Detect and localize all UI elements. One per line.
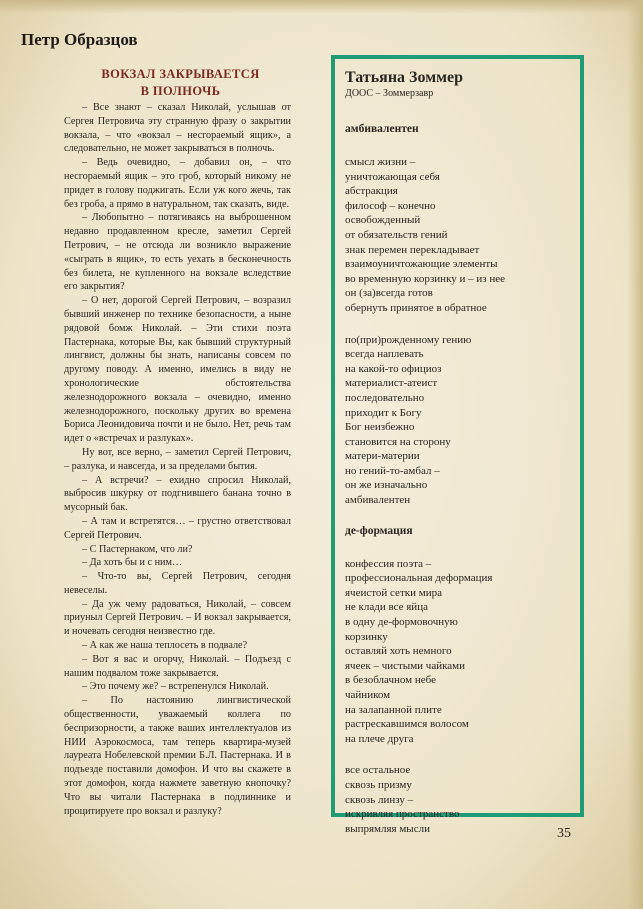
poem-line: искривляя пространство <box>345 808 460 821</box>
poem-line: конфессия поэта – <box>345 557 432 570</box>
poem-line: последовательно <box>345 391 425 404</box>
poem-line: Бог неизбежно <box>345 421 415 434</box>
poem-line: оставляй хоть немного <box>345 645 452 658</box>
author-heading: Петр Образцов <box>21 30 138 49</box>
poem-line: все остальное <box>345 764 411 777</box>
poem-stanza <box>345 557 570 747</box>
poem-line: смысл жизни – <box>345 156 416 168</box>
poem-line: обернуть принятое в обратное <box>345 301 487 314</box>
poem-line: взаимоуничтожающие элементы <box>345 258 498 271</box>
poem-body <box>345 557 570 837</box>
poem-line: на плече друга <box>345 732 414 745</box>
poem-line: он же изначально <box>345 479 428 492</box>
poem-body <box>345 155 570 508</box>
poem-line: не клади все яйца <box>345 601 428 614</box>
poem-line: на какой-то официоз <box>345 362 442 375</box>
poem-line: абстракция <box>345 185 398 198</box>
paragraph: – С Пастернаком, что ли? <box>82 543 193 555</box>
paragraph: – Что-то вы, Сергей Петрович, сегодня невеселы. <box>64 571 291 596</box>
paragraph: – По настоянию лингвистической общественности, уважаемый коллега по беспризорности, а также ваших интеллектуалов из НИИ Аэрокосмоса, там теперь квартира-музей лауреата Нобелевской премии Б.Л. Пастернака. И в подъезде поставили домофон. И что вы скажете в этот домофон, когда нажмете заветную кнопочку? Что вы читали Пастернака в подлиннике и процитируете про вокзал и разлуку? <box>64 695 291 817</box>
poem-line: он (за)всегда готов <box>345 287 433 300</box>
poem-line: на залапанной плите <box>345 703 442 716</box>
poem-line: выпрямляя мысли <box>345 822 430 835</box>
poem-line: уничтожающая себя <box>345 170 440 183</box>
poem-line: но гений-то-амбал – <box>345 464 440 477</box>
poem-line: во временную корзинку и – из нее <box>345 272 506 285</box>
poem-stanza <box>345 155 570 316</box>
poem-title: де-формация <box>345 524 413 537</box>
story-title-line-1: ВОКЗАЛ ЗАКРЫВАЕТСЯ <box>101 67 260 81</box>
paragraph: – А как же наша теплосеть в подвале? <box>82 640 248 652</box>
poem-line: амбивалентен <box>345 494 411 507</box>
paragraph: – Да хоть бы и с ним… <box>82 557 183 569</box>
paragraph: – Любопытно – потягиваясь на выброшенном недавно продавленном кресле, заметил Сергей Петрович, – не отсюда ли возникло выражение «сыграть в ящик», то есть уехать в бесконечность без билета, не купленного на вокзале вследствие его закрытия? <box>64 212 291 293</box>
story-title <box>78 66 283 100</box>
poem-line: становится на сторону <box>345 435 451 448</box>
paragraph: – Все знают – сказал Николай, услышав от Сергея Петровича эту странную фразу о закрытии вокзала, – что «вокзал – несгораемый ящик», а следовательно, не может закрываться в полночь. <box>64 102 291 155</box>
poem-line: освобожденный <box>345 214 421 227</box>
poem-line: всегда наплевать <box>345 348 424 361</box>
poet-name: Татьяна Зоммер <box>345 69 463 86</box>
poem-line: по(при)рожденному гению <box>345 333 472 346</box>
poem-line: матери-материи <box>345 450 420 463</box>
paragraph: – Ведь очевидно, – добавил он, – что несгораемый ящик – это гроб, который никому не придет в голову поджигать. Если уж кого жечь, так без гроба, а прямо в натуральном, так сказать, виде. <box>64 157 291 210</box>
page-number: 35 <box>557 826 571 841</box>
paragraph: – Это почему же? – встрепенулся Николай. <box>82 681 269 693</box>
poem-line: в безоблачном небе <box>345 674 436 687</box>
poem-line: от обязательств гений <box>345 228 448 241</box>
paragraph: – О нет, дорогой Сергей Петрович, – возразил бывший инженер по технике безопасности, а ныне рядовой бомж Николай. – Эти стихи поэта Пастернака, которые Вы, как бывший структурный лингвист, должны бы знать, написаны совсем по другому поводу. А именно, имелись в виду не хронологические обстоятельства железнодорожного вокзала – очевидно, именно железнодорожного, поскольку других во времена Бориса Леонидовича почти и не было. Нет, речь там идет о «встречах и разлуках». <box>64 295 291 445</box>
poem-line: ячеистой сетки мира <box>345 586 442 599</box>
paragraph: – Да уж чему радоваться, Николай, – совсем приуныл Сергей Петрович. – И вокзал закрывается, и ночевать сегодня неизвестно где. <box>64 598 291 638</box>
poem-line: философ – конечно <box>345 199 436 212</box>
paragraph: – А встречи? – ехидно спросил Николай, выбросив шкурку от подгнившего банана точно в мусорный бак. <box>64 474 291 514</box>
poem-line: профессиональная деформация <box>345 572 493 585</box>
poem-line: сквозь призму <box>345 778 412 791</box>
poem-line: корзинку <box>345 630 388 643</box>
poet-subtitle: ДООС – Зоммерзавр <box>345 88 434 99</box>
poem-line: растрескавшимся волосом <box>345 718 469 731</box>
poem-line: материалист-атеист <box>345 377 438 390</box>
poem-line: ячеек – чистыми чайками <box>345 659 466 672</box>
poem-line: в одну де-формовочную <box>345 616 458 629</box>
paragraph: – Вот я вас и огорчу, Николай. – Подъезд с нашим подвалом тоже закрывается. <box>64 653 291 679</box>
poem-stanza <box>345 333 570 508</box>
paragraph: – А там и встретятся… – грустно ответствовал Сергей Петрович. <box>64 515 291 541</box>
poem-title: амбивалентен <box>345 123 419 135</box>
poem-line: чайником <box>345 689 391 701</box>
poem-line: приходит к Богу <box>345 406 422 419</box>
paragraph: Ну вот, все верно, – заметил Сергей Петрович, – разлука, и навсегда, и за пределами бытия. <box>64 446 291 472</box>
story-text <box>64 101 291 818</box>
story-title-line-2: В ПОЛНОЧЬ <box>140 84 221 98</box>
poem-line: сквозь линзу – <box>345 793 414 806</box>
poem-stanza <box>345 763 570 836</box>
poem-line: знак перемен перекладывает <box>345 243 480 256</box>
